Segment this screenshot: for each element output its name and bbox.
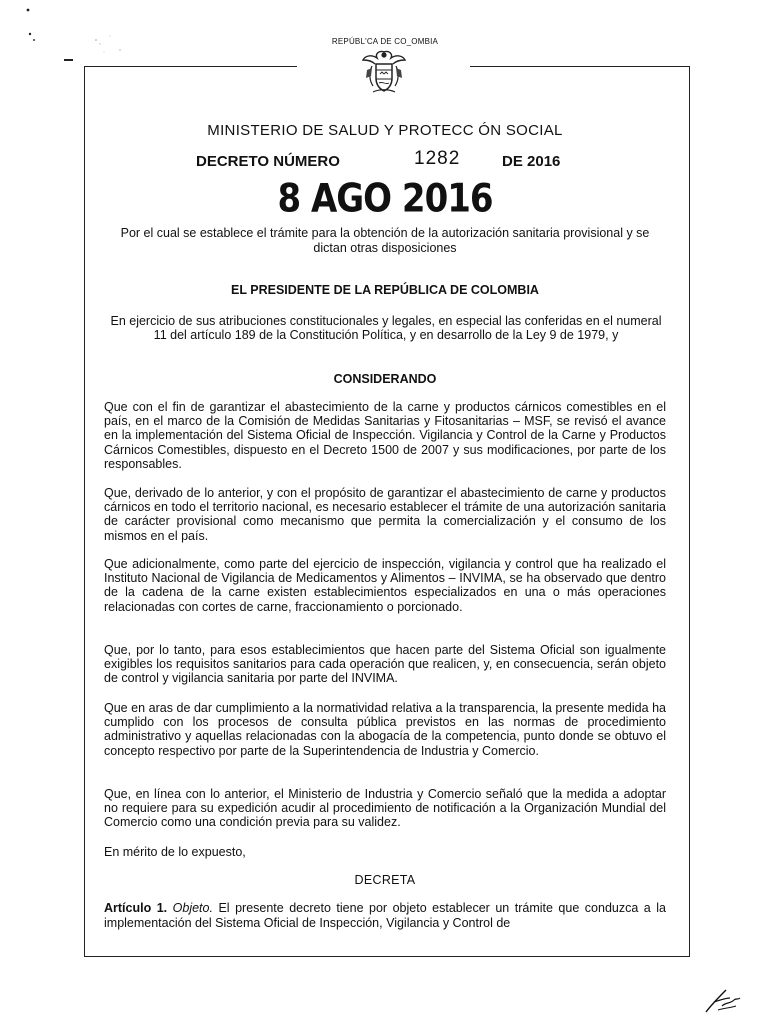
- considering-paragraph: Que, derivado de lo anterior, y con el propósito de garantizar el abastecimiento de carne y productos cárnicos en todo el territorio nacional, es necesario establecer el trámite de una autorización sanitaria de carácter provisional como mecanismo que permita la comercialización y el consumo de los mismos en el país.: [104, 486, 666, 543]
- considering-paragraph: Que, en línea con lo anterior, el Ministerio de Industria y Comercio señaló que la medida a adoptar no requiere para su expedición acudir al procedimiento de notificación a la Organización Mundial del Comercio como una condición previa para su validez.: [104, 787, 666, 830]
- decree-number: 1282: [414, 148, 461, 169]
- considering-paragraph: Que con el fin de garantizar el abastecimiento de la carne y productos cárnicos comestibles en el país, en el marco de la Comisión de Medidas Sanitarias y Fitosanitarias – MSF, se revisó el avance en la implementación del Sistema Oficial de Inspección. Vigilancia y Control de la Carne y Productos Cárnicos Comestibles, dispuesto en el Decreto 1500 de 2007 y sus modificaciones, por parte de los responsables.: [104, 400, 666, 471]
- president-heading: EL PRESIDENTE DE LA REPÚBLICA DE COLOMBIA: [231, 283, 539, 297]
- republic-heading: REPÚBL'CA DE CO_OMBIA: [331, 37, 439, 46]
- coat-of-arms-icon: [357, 48, 411, 96]
- closing-phrase: En mérito de lo expuesto,: [104, 845, 246, 859]
- decree-year: DE 2016: [502, 153, 561, 170]
- considering-paragraph: Que adicionalmente, como parte del ejercicio de inspección, vigilancia y control que ha realizado el Instituto Nacional de Vigilancia de Medicamentos y Alimentos – INVIMA, se ha observado que dentro de la cadena de la carne existen establecimientos especializados en una o más operaciones relacionadas con cortes de carne, fraccionamiento o porcionado.: [104, 557, 666, 614]
- article-label: Artículo 1.: [104, 901, 168, 915]
- considering-paragraph: Que en aras de dar cumplimiento a la normatividad relativa a la transparencia, la presente medida ha cumplido con los procesos de consulta pública previstos en las normas de procedimiento administrativo y aquellas relacionadas con la abogacía de la competencia, punto donde se obtuvo el concepto respectivo por parte de la Superintendencia de Industria y Comercio.: [104, 701, 666, 758]
- initials-signature: [700, 986, 750, 1016]
- decree-label: DECRETO NÚMERO: [196, 153, 340, 170]
- date-stamp: 8 AGO 2016: [277, 176, 493, 222]
- ministry-name: MINISTERIO DE SALUD Y PROTECC ÓN SOCIAL: [207, 122, 563, 139]
- considering-heading: CONSIDERANDO: [333, 372, 437, 386]
- article-1: [104, 901, 666, 931]
- decreta-heading: DECRETA: [354, 873, 416, 887]
- decree-subtitle: Por el cual se establece el trámite para la obtención de la autorización sanitaria provisional y se dictan otras disposiciones: [120, 226, 650, 255]
- preamble-text: En ejercicio de sus atribuciones constitucionales y legales, en especial las conferidas en el numeral 11 del artículo 189 de la Constitución Política, y en desarrollo de la Ley 9 de 1979, y: [110, 314, 662, 342]
- article-text: El presente decreto tiene por objeto establecer un trámite que conduzca a la implementación del Sistema Oficial de Inspección, Vigilancia y Control de: [104, 901, 666, 930]
- considering-paragraph: Que, por lo tanto, para esos establecimientos que hacen parte del Sistema Oficial son igualmente exigibles los requisitos sanitarios para cada operación que realicen, y, en consecuencia, serán objeto de control y vigilancia sanitaria por parte del INVIMA.: [104, 643, 666, 686]
- article-title: Objeto.: [172, 901, 213, 915]
